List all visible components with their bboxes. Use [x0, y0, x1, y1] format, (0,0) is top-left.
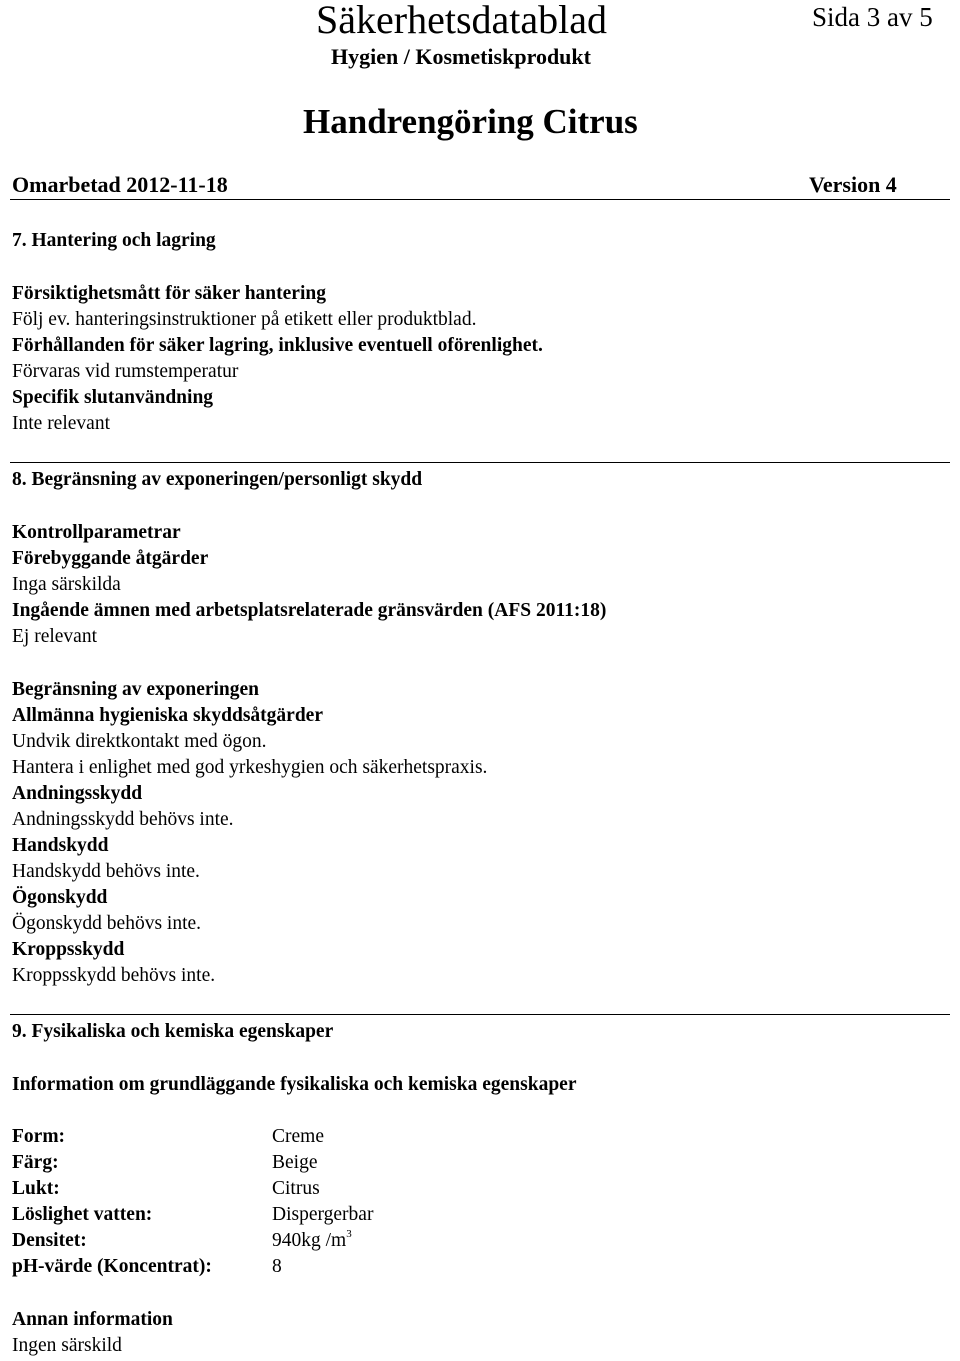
property-label: Löslighet vatten: [12, 1204, 153, 1225]
section-8-divider [10, 462, 950, 463]
property-value: Beige [272, 1152, 318, 1173]
hand-protection-text: Handskydd behövs inte. [12, 861, 200, 882]
page-number: Sida 3 av 5 [812, 2, 933, 32]
property-value: Dispergerbar [272, 1204, 374, 1225]
section-7-heading: 7. Hantering och lagring [12, 230, 216, 251]
end-use-label: Specifik slutanvändning [12, 387, 214, 408]
density-unit-exponent: 3 [346, 1228, 352, 1240]
respiratory-protection-text: Andningsskydd behövs inte. [12, 809, 234, 830]
header-divider [10, 199, 950, 200]
density-value: 940kg /m [272, 1230, 347, 1251]
property-label: pH-värde (Koncentrat): [12, 1256, 212, 1277]
body-protection-text: Kroppsskydd behövs inte. [12, 965, 216, 986]
document-title: Säkerhetsdatablad [316, 0, 607, 42]
safe-handling-text: Följ ev. hanteringsinstruktioner på etikett eller produktblad. [12, 309, 477, 330]
hygiene-measures-text-1: Undvik direktkontakt med ögon. [12, 731, 267, 752]
property-value [272, 1228, 352, 1251]
basic-properties-label: Information om grundläggande fysikaliska och kemiska egenskaper [12, 1074, 577, 1095]
storage-text: Förvaras vid rumstemperatur [12, 361, 239, 382]
respiratory-protection-label: Andningsskydd [12, 783, 143, 804]
section-9-heading: 9. Fysikaliska och kemiska egenskaper [12, 1021, 334, 1042]
property-label: Lukt: [12, 1178, 60, 1199]
property-label: Densitet: [12, 1230, 87, 1251]
property-value: Creme [272, 1126, 324, 1147]
version-label: Version 4 [809, 172, 897, 197]
product-name: Handrengöring Citrus [303, 102, 638, 141]
ingredients-label: Ingående ämnen med arbetsplatsrelaterade gränsvärden (AFS 2011:18) [12, 600, 607, 621]
end-use-text: Inte relevant [12, 413, 110, 434]
property-label: Färg: [12, 1152, 59, 1173]
ingredients-text: Ej relevant [12, 626, 97, 647]
property-value: Citrus [272, 1178, 320, 1199]
section-9-divider [10, 1014, 950, 1015]
revision-date: Omarbetad 2012-11-18 [12, 172, 228, 197]
property-label: Form: [12, 1126, 66, 1147]
hygiene-measures-text-2: Hantera i enlighet med god yrkeshygien och säkerhetspraxis. [12, 757, 488, 778]
eye-protection-label: Ögonskydd [12, 887, 108, 908]
section-8-heading: 8. Begränsning av exponeringen/personligt skydd [12, 469, 423, 490]
safe-handling-label: Försiktighetsmått för säker hantering [12, 283, 326, 304]
preventive-measures-label: Förebyggande åtgärder [12, 548, 209, 569]
body-protection-label: Kroppsskydd [12, 939, 125, 960]
other-information-label: Annan information [12, 1309, 173, 1330]
preventive-measures-text: Inga särskilda [12, 574, 121, 595]
hygiene-measures-label: Allmänna hygieniska skyddsåtgärder [12, 705, 323, 726]
exposure-limitation-label: Begränsning av exponeringen [12, 679, 260, 700]
eye-protection-text: Ögonskydd behövs inte. [12, 913, 202, 934]
control-parameters-label: Kontrollparametrar [12, 522, 181, 543]
other-information-text: Ingen särskild [12, 1335, 122, 1356]
storage-label: Förhållanden för säker lagring, inklusive eventuell oförenlighet. [12, 335, 543, 356]
document-subtitle: Hygien / Kosmetiskprodukt [331, 44, 591, 69]
hand-protection-label: Handskydd [12, 835, 109, 856]
property-value: 8 [272, 1256, 282, 1277]
